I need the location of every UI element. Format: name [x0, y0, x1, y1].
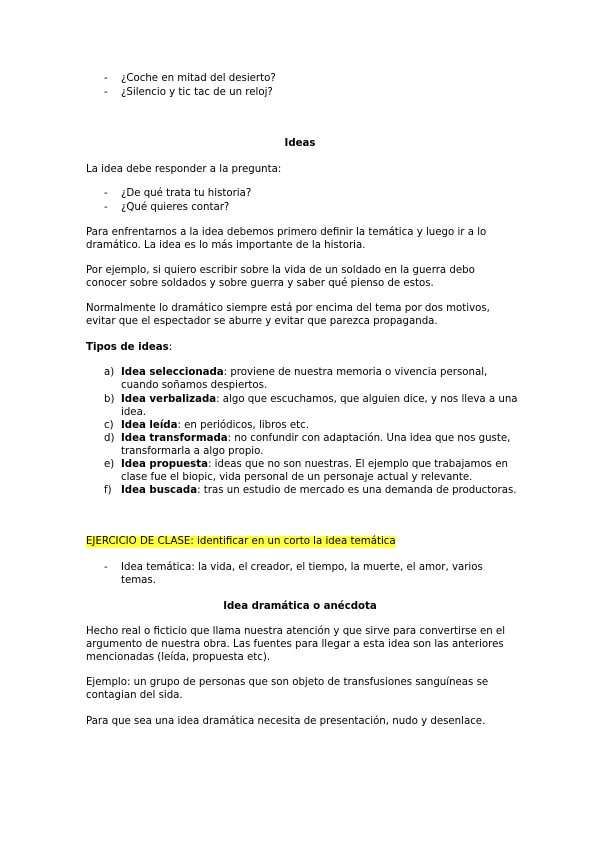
list-marker: a) — [104, 367, 115, 378]
bullet-dash: - — [104, 188, 108, 199]
bullet-dash: - — [104, 87, 108, 98]
intro-paragraph: La idea debe responder a la pregunta: — [86, 164, 282, 175]
bullet-text: ¿Silencio y tic tac de un reloj? — [121, 87, 273, 98]
idea-desc: : tras un estudio de mercado es una demanda de productoras. — [197, 485, 517, 496]
exercise-line — [86, 535, 516, 548]
bullet-dash: - — [104, 73, 108, 84]
bullet-text: Idea temática: la vida, el creador, el tiempo, la muerte, el amor, varios temas. — [121, 562, 483, 586]
bullet-text: ¿De qué trata tu historia? — [121, 188, 252, 199]
idea-term: Idea transformada — [121, 433, 228, 444]
types-heading — [86, 341, 516, 354]
idea-term: Idea leída — [121, 420, 178, 431]
bullet-dash: - — [104, 202, 108, 213]
paragraph: Normalmente lo dramático siempre está por encima del tema por dos motivos, evitar que el espectador se aburre y evitar que parezca propaganda. — [86, 303, 490, 327]
idea-term: Idea propuesta — [121, 459, 208, 470]
paragraph: Para enfrentarnos a la idea debemos primero definir la temática y luego ir a lo dramático. La idea es lo más importante de la historia. — [86, 227, 487, 251]
paragraph: Ejemplo: un grupo de personas que son objeto de transfusiones sanguíneas se contagian del sida. — [86, 677, 489, 701]
list-marker: e) — [104, 459, 115, 470]
list-marker: b) — [104, 394, 115, 405]
paragraph: Hecho real o ficticio que llama nuestra atención y que sirve para convertirse en el argumento de nuestra obra. Las fuentes para llegar a esta idea son las anteriores mencionadas (leída, propuesta etc). — [86, 626, 506, 663]
idea-term: Idea buscada — [121, 485, 198, 496]
list-marker: c) — [104, 420, 114, 431]
paragraph: Por ejemplo, si quiero escribir sobre la vida de un soldado en la guerra debo conocer sobre soldados y sobre guerra y saber qué pienso de estos. — [86, 265, 475, 289]
paragraph: Para que sea una idea dramática necesita de presentación, nudo y desenlace. — [86, 716, 486, 727]
bullet-dash: - — [104, 562, 108, 573]
bullet-text: ¿Coche en mitad del desierto? — [121, 73, 276, 84]
section-title-ideas: Ideas — [284, 138, 316, 149]
idea-term: Idea verbalizada — [121, 394, 217, 405]
exercise-highlight: EJERCICIO DE CLASE: identificar en un corto la idea temática — [86, 536, 396, 547]
idea-desc: : algo que escuchamos, que alguien dice, y nos lleva a una idea. — [121, 394, 518, 418]
idea-desc: : proviene de nuestra memoria o vivencia personal, cuando soñamos despiertos. — [121, 367, 488, 391]
idea-desc: : no confundir con adaptación. Una idea que nos guste, transformarla a algo propio. — [121, 433, 511, 457]
bullet-text: ¿Qué quieres contar? — [121, 202, 230, 213]
idea-desc: : ideas que no son nuestras. El ejemplo que trabajamos en clase fue el biopic, vida personal de un personaje actual y relevante. — [121, 459, 508, 483]
list-marker: f) — [104, 485, 112, 496]
idea-desc: : en periódicos, libros etc. — [177, 420, 309, 431]
idea-term: Idea seleccionada — [121, 367, 224, 378]
list-marker: d) — [104, 433, 115, 444]
section-title-dramatic: Idea dramática o anécdota — [223, 601, 377, 612]
types-heading-colon: : — [168, 342, 173, 353]
types-heading-text: Tipos de ideas — [86, 342, 169, 353]
